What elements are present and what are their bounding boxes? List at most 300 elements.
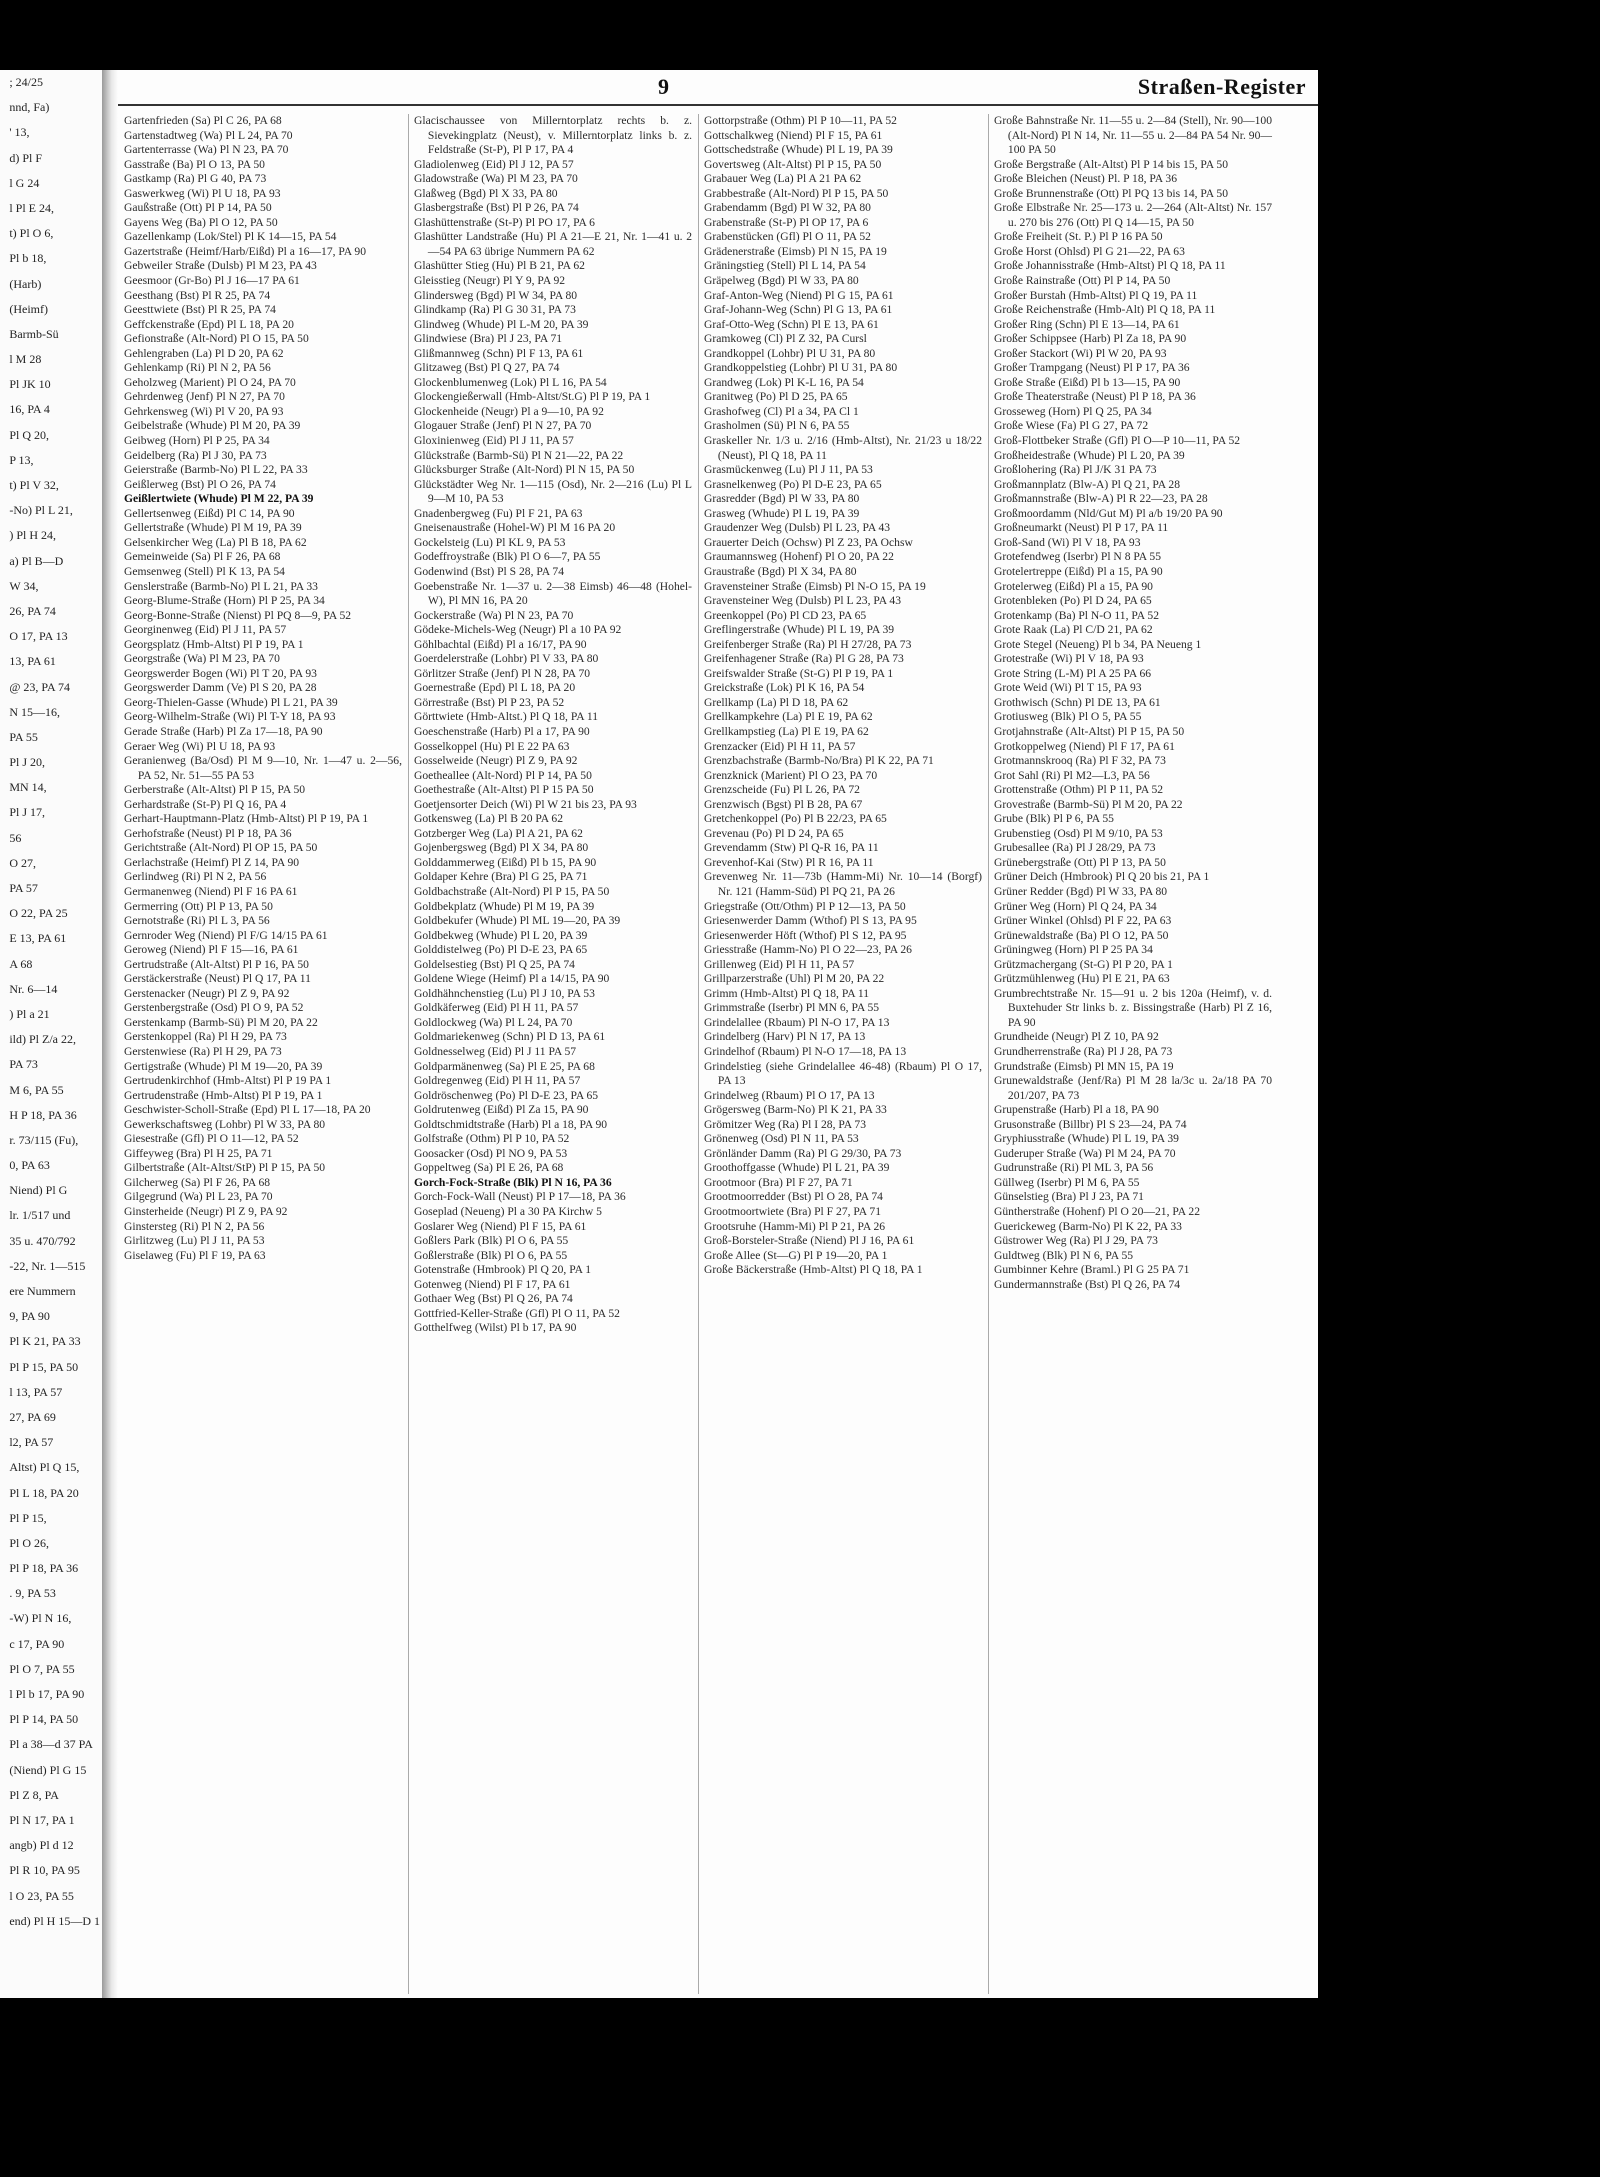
register-entry: Gerlindweg (Ri) Pl N 2, PA 56 xyxy=(124,870,267,884)
register-entry: Gotthelfweg (Wilst) Pl b 17, PA 90 xyxy=(414,1321,577,1335)
register-entry: Graf-Otto-Weg (Schn) Pl E 13, PA 61 xyxy=(704,317,879,331)
register-entry: Graf-Johann-Weg (Schn) Pl G 13, PA 61 xyxy=(704,303,893,317)
left-page-line: A 68 xyxy=(9,956,33,971)
register-entry: Grotefendweg (Iserbr) Pl N 8 PA 55 xyxy=(994,550,1162,564)
register-entry: Grellkampstieg (La) Pl E 19, PA 62 xyxy=(704,724,869,738)
register-entry: Geesttwiete (Bst) Pl R 25, PA 74 xyxy=(124,303,276,317)
register-entry: Grundstraße (Eimsb) Pl MN 15, PA 19 xyxy=(994,1059,1174,1073)
register-entry: Golfstraße (Othm) Pl P 10, PA 52 xyxy=(414,1132,570,1146)
register-entry: Gojenbergsweg (Bgd) Pl X 34, PA 80 xyxy=(414,841,589,855)
left-page-line: l Pl b 17, PA 90 xyxy=(9,1687,85,1701)
register-entry: Glockengießerwall (Hmb-Altst/St.G) Pl P 19, PA 1 xyxy=(414,390,651,404)
left-page-line: l 13, PA 57 xyxy=(9,1384,63,1399)
register-entry: Grotiusweg (Blk) Pl O 5, PA 55 xyxy=(994,710,1142,724)
register-entry: Glißmannweg (Schn) Pl F 13, PA 61 xyxy=(414,346,584,360)
column-divider xyxy=(988,114,989,1994)
register-entry: Großer Trampgang (Neust) Pl P 17, PA 36 xyxy=(994,361,1190,375)
register-entry: Großer Stackort (Wi) Pl W 20, PA 93 xyxy=(994,346,1167,360)
register-entry: Große Bergstraße (Alt-Altst) Pl P 14 bis 15, PA 50 xyxy=(994,157,1229,171)
register-entry: Gloxinienweg (Eid) Pl J 11, PA 57 xyxy=(414,434,574,448)
register-entry: Grotenkamp (Ba) Pl N-O 11, PA 52 xyxy=(994,608,1159,622)
register-entry: Georgswerder Bogen (Wi) Pl T 20, PA 93 xyxy=(124,666,317,680)
register-entry: Gerichtstraße (Alt-Nord) Pl OP 15, PA 50 xyxy=(124,841,318,855)
left-page-line: ) Pl a 21 xyxy=(9,1006,50,1021)
register-entry: Goldbekplatz (Whude) Pl M 19, PA 39 xyxy=(414,899,595,913)
header-rule xyxy=(118,104,1318,106)
register-entry: Gewerkschaftsweg (Lohbr) Pl W 33, PA 80 xyxy=(124,1117,326,1131)
register-entry: Granitweg (Po) Pl D 25, PA 65 xyxy=(704,390,848,404)
register-entry: Goldmariekenweg (Schn) Pl D 13, PA 61 xyxy=(414,1030,606,1044)
register-entry: Greflingerstraße (Whude) Pl L 19, PA 39 xyxy=(704,623,895,637)
register-entry: Gosselkoppel (Hu) Pl E 22 PA 63 xyxy=(414,739,570,753)
register-entry: Grünewaldstraße (Ba) Pl O 12, PA 50 xyxy=(994,928,1169,942)
register-entry: Glindwiese (Bra) Pl J 23, PA 71 xyxy=(414,332,563,346)
register-entry: Goldparmänenweg (Sa) Pl E 25, PA 68 xyxy=(414,1059,595,1073)
register-entry: Große Reichenstraße (Hmb-Alt) Pl Q 18, PA 11 xyxy=(994,303,1216,317)
register-entry: Grandkoppelstieg (Lohbr) Pl U 31, PA 80 xyxy=(704,361,898,375)
register-entry: Gottfried-Keller-Straße (Gfl) Pl O 11, PA 52 xyxy=(414,1306,620,1320)
register-entry: Geierstraße (Barmb-No) Pl L 22, PA 33 xyxy=(124,463,308,477)
register-entry: Große Horst (Ohlsd) Pl G 21—22, PA 63 xyxy=(994,244,1185,258)
left-page-line: 27, PA 69 xyxy=(9,1409,56,1424)
register-entry: Große Bleichen (Neust) Pl. P 18, PA 36 xyxy=(994,172,1178,186)
register-entry: Grootsruhe (Hamm-Mi) Pl P 21, PA 26 xyxy=(704,1219,886,1233)
register-entry: Geißlertwiete (Whude) Pl M 22, PA 39 xyxy=(124,492,314,506)
register-entry: Gerade Straße (Harb) Pl Za 17—18, PA 90 xyxy=(124,724,323,738)
left-page-line: PA 55 xyxy=(9,729,38,744)
register-entry: Gotenstraße (Hmbrook) Pl Q 20, PA 1 xyxy=(414,1263,592,1277)
register-entry: Grottenstraße (Othm) Pl P 11, PA 52 xyxy=(994,783,1164,797)
left-page-line: a) Pl B—D xyxy=(9,553,64,568)
register-entry: Georgswerder Damm (Ve) Pl S 20, PA 28 xyxy=(124,681,317,695)
register-entry: Glitzaweg (Bst) Pl Q 27, PA 74 xyxy=(414,361,560,375)
left-page-line: H P 18, PA 36 xyxy=(9,1107,77,1122)
left-page-line: ild) Pl Z/a 22, xyxy=(9,1032,76,1047)
register-entry: Govertsweg (Alt-Altst) Pl P 15, PA 50 xyxy=(704,157,882,171)
left-page-line: t) Pl O 6, xyxy=(9,226,54,241)
left-page-line: -W) Pl N 16, xyxy=(9,1611,72,1626)
register-entry: Große Brunnenstraße (Ott) Pl PQ 13 bis 14, PA 50 xyxy=(994,186,1229,200)
register-entry: Gleisstieg (Neugr) Pl Y 9, PA 92 xyxy=(414,274,566,288)
register-entry: Godenwind (Bst) Pl S 28, PA 74 xyxy=(414,564,564,578)
register-entry: Großer Schippsee (Harb) Pl Za 18, PA 90 xyxy=(994,332,1187,346)
left-page-line: 0, PA 63 xyxy=(9,1158,50,1173)
register-entry: Goslarer Weg (Niend) Pl F 15, PA 61 xyxy=(414,1219,587,1233)
register-entry: Gehrkensweg (Wi) Pl V 20, PA 93 xyxy=(124,404,284,418)
register-entry: Großheidestraße (Whude) Pl L 20, PA 39 xyxy=(994,448,1185,462)
register-entry: Gaußstraße (Ott) Pl P 14, PA 50 xyxy=(124,201,272,215)
left-page-line: 13, PA 61 xyxy=(9,654,56,669)
register-entry: Germanenweg (Niend) Pl F 16 PA 61 xyxy=(124,884,298,898)
register-entry: Gladiolenweg (Eid) Pl J 12, PA 57 xyxy=(414,157,574,171)
register-entry: Gödeke-Michels-Weg (Neugr) Pl a 10 PA 92 xyxy=(414,623,622,637)
register-entry: Große Bäckerstraße (Hmb-Altst) Pl Q 18, PA 1 xyxy=(704,1263,923,1277)
register-entry: Gramkoweg (Cl) Pl Z 32, PA Cursl xyxy=(704,332,867,346)
register-entry: Goppeltweg (Sa) Pl E 26, PA 68 xyxy=(414,1161,564,1175)
page-header-title: Straßen-Register xyxy=(1137,74,1306,99)
register-entry: Glashütter Landstraße (Hu) Pl A 21—E 21, Nr. 1—41 u. 2—54 PA 63 übrige Nummern PA 62 xyxy=(414,230,692,258)
left-page-line: 16, PA 4 xyxy=(9,402,50,417)
left-page-line: l G 24 xyxy=(9,175,40,190)
register-entry: Geesmoor (Gr-Bo) Pl J 16—17 PA 61 xyxy=(124,274,300,288)
left-page-line: -22, Nr. 1—515 xyxy=(9,1258,86,1273)
register-entry: Goeschenstraße (Harb) Pl a 17, PA 90 xyxy=(414,724,590,738)
register-entry: Gotkensweg (La) Pl B 20 PA 62 xyxy=(414,812,564,826)
left-page-line: O 22, PA 25 xyxy=(9,906,68,921)
register-entry: Graf-Anton-Weg (Niend) Pl G 15, PA 61 xyxy=(704,288,894,302)
register-entry: Geholzweg (Marient) Pl O 24, PA 70 xyxy=(124,375,296,389)
register-entry: Gartenterrasse (Wa) Pl N 23, PA 70 xyxy=(124,143,289,157)
left-page-line: l2, PA 57 xyxy=(9,1435,54,1450)
left-page-line: P 13, xyxy=(9,452,34,467)
register-entry: Grillenweg (Eid) Pl H 11, PA 57 xyxy=(704,957,855,971)
register-entry: Gottschedstraße (Whude) Pl L 19, PA 39 xyxy=(704,143,893,157)
register-entry: Gerlachstraße (Heimf) Pl Z 14, PA 90 xyxy=(124,855,300,869)
register-entry: Grönländer Damm (Ra) Pl G 29/30, PA 73 xyxy=(704,1146,902,1160)
register-entry: Grootmoortwiete (Bra) Pl F 27, PA 71 xyxy=(704,1205,882,1219)
register-entry: Goldene Wiege (Heimf) Pl a 14/15, PA 90 xyxy=(414,972,610,986)
register-entry: Großmannplatz (Blw-A) Pl Q 21, PA 28 xyxy=(994,477,1181,491)
register-entry: Gerstenacker (Neugr) Pl Z 9, PA 92 xyxy=(124,986,290,1000)
register-entry: Grote Raak (La) Pl C/D 21, PA 62 xyxy=(994,623,1153,637)
register-entry: Gräpelweg (Bgd) Pl W 33, PA 80 xyxy=(704,274,859,288)
left-page-text xyxy=(9,70,100,1934)
book-gutter xyxy=(102,70,118,1998)
register-entry: Grüner Deich (Hmbrook) Pl Q 20 bis 21, PA 1 xyxy=(994,870,1210,884)
register-entry: Grabenstücken (Gfl) Pl O 11, PA 52 xyxy=(704,230,871,244)
register-entry: Gryphiusstraße (Whude) Pl L 19, PA 39 xyxy=(994,1132,1179,1146)
register-entry: Grote Stegel (Neueng) Pl b 34, PA Neueng 1 xyxy=(994,637,1202,651)
left-page-line: O 27, xyxy=(9,855,36,870)
register-entry: Griesstraße (Hamm-No) Pl O 22—23, PA 26 xyxy=(704,943,912,957)
register-entry: Gneisenaustraße (Hohel-W) Pl M 16 PA 20 xyxy=(414,521,616,535)
register-entry: Grotestraße (Wi) Pl V 18, PA 93 xyxy=(994,652,1144,666)
left-page-line: Pl O 26, xyxy=(9,1535,50,1550)
register-entry: Gilgegrund (Wa) Pl L 23, PA 70 xyxy=(124,1190,273,1204)
register-entry: Glockenheide (Neugr) Pl a 9—10, PA 92 xyxy=(414,404,604,418)
register-column-4 xyxy=(994,114,1272,1292)
left-page-line: r. 73/115 (Fu), xyxy=(9,1132,79,1147)
register-entry: Girlitzweg (Lu) Pl J 11, PA 53 xyxy=(124,1234,265,1248)
left-page-line: Pl O 7, PA 55 xyxy=(9,1661,75,1676)
register-entry: Großmannstraße (Blw-A) Pl R 22—23, PA 28 xyxy=(994,492,1208,506)
register-entry: Ginsterheide (Neugr) Pl Z 9, PA 92 xyxy=(124,1205,288,1219)
register-entry: Große Allee (St—G) Pl P 19—20, PA 1 xyxy=(704,1248,888,1262)
register-entry: Große Wiese (Fa) Pl G 27, PA 72 xyxy=(994,419,1149,433)
register-entry: Grotelertreppe (Eißd) Pl a 15, PA 90 xyxy=(994,564,1163,578)
left-page-line: (Niend) Pl G 15 xyxy=(9,1762,87,1777)
left-page-line: Pl J 20, xyxy=(9,755,46,770)
register-entry: Gelsenkircher Weg (La) Pl B 18, PA 62 xyxy=(124,535,307,549)
register-entry: Goerdelerstraße (Lohbr) Pl V 33, PA 80 xyxy=(414,652,599,666)
register-entry: Gazellenkamp (Lok/Stel) Pl K 14—15, PA 54 xyxy=(124,230,337,244)
register-entry: Glogauer Straße (Jenf) Pl N 27, PA 70 xyxy=(414,419,592,433)
register-entry: Georgstraße (Wa) Pl M 23, PA 70 xyxy=(124,652,280,666)
column-divider xyxy=(698,114,699,1994)
register-entry: Greenkoppel (Po) Pl CD 23, PA 65 xyxy=(704,608,867,622)
register-entry: Grundherrenstraße (Ra) Pl J 28, PA 73 xyxy=(994,1045,1173,1058)
register-entry: Grotelerweg (Eißd) Pl a 15, PA 90 xyxy=(994,579,1153,593)
register-entry: Gräningstieg (Stell) Pl L 14, PA 54 xyxy=(704,259,866,273)
register-entry: Grenzbachstraße (Barmb-No/Bra) Pl K 22, PA 71 xyxy=(704,754,934,768)
left-page-line: Pl b 18, xyxy=(9,251,47,266)
left-page-line: ; 24/25 xyxy=(9,75,43,89)
left-page-line: Pl Z 8, PA xyxy=(9,1787,59,1802)
register-entry: Guldtweg (Blk) Pl N 6, PA 55 xyxy=(994,1248,1134,1262)
register-entry: Gasstraße (Ba) Pl O 13, PA 50 xyxy=(124,157,265,171)
left-page-line: Altst) Pl Q 15, xyxy=(9,1460,80,1475)
register-entry: Grenzscheide (Fu) Pl L 26, PA 72 xyxy=(704,783,860,797)
register-entry: Gertigstraße (Whude) Pl M 19—20, PA 39 xyxy=(124,1059,323,1073)
register-entry: Gellertsenweg (Eißd) Pl C 14, PA 90 xyxy=(124,506,295,520)
register-entry: Groothoffgasse (Whude) Pl L 21, PA 39 xyxy=(704,1161,890,1175)
register-entry: Gorch-Fock-Wall (Neust) Pl P 17—18, PA 36 xyxy=(414,1190,626,1204)
register-entry: Griesenwerder Höft (Wthof) Pl S 12, PA 95 xyxy=(704,928,907,942)
register-entry: Gemsenweg (Stell) Pl K 13, PA 54 xyxy=(124,564,285,578)
register-entry: Große Bahnstraße Nr. 11—55 u. 2—84 (Stell), Nr. 90—100 (Alt-Nord) Pl N 14, Nr. 11—55 u. 2—84 PA 54 Nr. 90—100 PA 50 xyxy=(994,114,1272,157)
register-entry: Georg-Wilhelm-Straße (Wi) Pl T-Y 18, PA 93 xyxy=(124,710,336,724)
register-entry: Groß-Borsteler-Straße (Niend) Pl J 16, PA 61 xyxy=(704,1234,915,1248)
register-entry: Grotenbleken (Po) Pl D 24, PA 65 xyxy=(994,594,1152,608)
register-entry: Goldbachstraße (Alt-Nord) Pl P 15, PA 50 xyxy=(414,884,610,898)
register-entry: Großmoordamm (Nld/Gut M) Pl a/b 19/20 PA 90 xyxy=(994,506,1223,520)
register-entry: Griesenwerder Damm (Wthof) Pl S 13, PA 95 xyxy=(704,914,917,928)
register-entry: Goldelsestieg (Bst) Pl Q 25, PA 74 xyxy=(414,957,575,971)
register-entry: Gerstenwiese (Ra) Pl H 29, PA 73 xyxy=(124,1045,282,1058)
register-entry: Goebenstraße Nr. 1—37 u. 2—38 Eimsb) 46—48 (Hohel-W), Pl MN 16, PA 20 xyxy=(414,579,692,608)
register-entry: Gilbertstraße (Alt-Altst/StP) Pl P 15, PA 50 xyxy=(124,1161,326,1175)
register-entry: Golddistelweg (Po) Pl D-E 23, PA 65 xyxy=(414,943,588,957)
register-entry: Gudrunstraße (Ri) Pl ML 3, PA 56 xyxy=(994,1161,1154,1175)
register-entry: Georg-Bonne-Straße (Nienst) Pl PQ 8—9, PA 52 xyxy=(124,608,352,622)
left-page-line: angb) Pl d 12 xyxy=(9,1838,74,1853)
register-entry: Grubesallee (Ra) Pl J 28/29, PA 73 xyxy=(994,841,1156,855)
register-entry: Goßlers Park (Blk) Pl O 6, PA 55 xyxy=(414,1234,569,1248)
register-entry: Grusonstraße (Billbr) Pl S 23—24, PA 74 xyxy=(994,1117,1187,1131)
register-entry: Grömitzer Weg (Ra) Pl I 28, PA 73 xyxy=(704,1117,867,1131)
register-entry: Grandkoppel (Lohbr) Pl U 31, PA 80 xyxy=(704,346,876,360)
register-entry: Grindelberg (Harv) Pl N 17, PA 13 xyxy=(704,1030,866,1044)
register-entry: Grevenhof-Kai (Stw) Pl R 16, PA 11 xyxy=(704,855,874,869)
register-entry: Graskeller Nr. 1/3 u. 2/16 (Hmb-Altst), Nr. 21/23 u 18/22 (Neust), Pl Q 18, PA 11 xyxy=(704,434,982,462)
register-entry: Goldbekweg (Whude) Pl L 20, PA 39 xyxy=(414,928,588,942)
register-entry: Germerring (Ott) Pl P 13, PA 50 xyxy=(124,899,273,913)
register-entry: Griegstraße (Ott/Othm) Pl P 12—13, PA 50 xyxy=(704,899,906,913)
register-entry: Gottorpstraße (Othm) Pl P 10—11, PA 52 xyxy=(704,114,897,127)
register-entry: Grevendamm (Stw) Pl Q-R 16, PA 11 xyxy=(704,841,879,855)
register-entry: Grützmachergang (St-G) Pl P 20, PA 1 xyxy=(994,957,1173,971)
register-entry: Görttwiete (Hmb-Altst.) Pl Q 18, PA 11 xyxy=(414,710,598,724)
left-page-line: l M 28 xyxy=(9,352,42,367)
register-entry: Giesestraße (Gfl) Pl O 11—12, PA 52 xyxy=(124,1132,299,1146)
register-entry: Gotzberger Weg (La) Pl A 21, PA 62 xyxy=(414,826,583,840)
register-entry: Glindersweg (Bgd) Pl W 34, PA 80 xyxy=(414,288,578,302)
page-number: 9 xyxy=(658,74,669,99)
register-entry: Gorch-Fock-Straße (Blk) Pl N 16, PA 36 xyxy=(414,1175,612,1189)
register-entry: Geroweg (Niend) Pl F 15—16, PA 61 xyxy=(124,943,299,957)
register-entry: Grupenstraße (Harb) Pl a 18, PA 90 xyxy=(994,1103,1159,1117)
left-page-line: E 13, PA 61 xyxy=(9,931,67,946)
register-entry: Güstrower Weg (Ra) Pl J 29, PA 73 xyxy=(994,1234,1158,1248)
register-entry: Grüner Weg (Horn) Pl Q 24, PA 34 xyxy=(994,899,1157,913)
left-page-line: M 6, PA 55 xyxy=(9,1082,64,1097)
register-entry: Gernroder Weg (Niend) Pl F/G 14/15 PA 61 xyxy=(124,928,328,942)
left-page-line: l O 23, PA 55 xyxy=(9,1888,74,1903)
register-entry: Grevenau (Po) Pl D 24, PA 65 xyxy=(704,826,844,840)
register-entry: Gehlenkamp (Ri) Pl N 2, PA 56 xyxy=(124,361,271,375)
register-entry: Grabenstraße (St-P) Pl OP 17, PA 6 xyxy=(704,215,869,229)
register-entry: Golddammerweg (Eißd) Pl b 15, PA 90 xyxy=(414,855,597,869)
register-entry: Gartenfrieden (Sa) Pl C 26, PA 68 xyxy=(124,114,282,127)
register-entry: Grellkamp (La) Pl D 18, PA 62 xyxy=(704,695,849,709)
register-entry: Grasredder (Bgd) Pl W 33, PA 80 xyxy=(704,492,860,506)
register-entry: Grabendamm (Bgd) Pl W 32, PA 80 xyxy=(704,201,871,215)
register-entry: Guderuper Straße (Wa) Pl M 24, PA 70 xyxy=(994,1146,1176,1160)
left-page-line: end) Pl H 15—D 1 xyxy=(9,1913,100,1928)
register-column-1 xyxy=(124,114,402,1263)
register-entry: Grögersweg (Barm-No) Pl K 21, PA 33 xyxy=(704,1103,887,1117)
register-entry: Gumbinner Kehre (Braml.) Pl G 25 PA 71 xyxy=(994,1263,1190,1277)
left-page-line: N 15—16, xyxy=(9,704,60,719)
register-entry: Gebweiler Straße (Dulsb) Pl M 23, PA 43 xyxy=(124,259,317,273)
register-entry: Grashofweg (Cl) Pl a 34, PA Cl 1 xyxy=(704,404,859,418)
register-entry: Gertrudenstraße (Hmb-Altst) Pl P 19, PA 1 xyxy=(124,1088,323,1102)
register-entry: Grüner Redder (Bgd) Pl W 33, PA 80 xyxy=(994,884,1168,898)
register-entry: Grenzwisch (Bgst) Pl B 28, PA 67 xyxy=(704,797,863,811)
left-page-line: 26, PA 74 xyxy=(9,603,56,618)
left-page-line: -No) Pl L 21, xyxy=(9,503,73,518)
register-entry: Georg-Thielen-Gasse (Whude) Pl L 21, PA 39 xyxy=(124,695,338,709)
register-entry: Grenzknick (Marient) Pl O 23, PA 70 xyxy=(704,768,878,782)
register-entry: Gerstenkamp (Barmb-Sü) Pl M 20, PA 22 xyxy=(124,1015,318,1029)
register-entry: Groß-Flottbeker Straße (Gfl) Pl O—P 10—11, PA 52 xyxy=(994,434,1241,448)
register-entry: Geibelstraße (Whude) Pl M 20, PA 39 xyxy=(124,419,301,433)
left-page-line: Pl P 15, PA 50 xyxy=(9,1359,79,1374)
register-entry: Goernestraße (Epd) Pl L 18, PA 20 xyxy=(414,681,576,695)
register-entry: Greickstraße (Lok) Pl K 16, PA 54 xyxy=(704,681,865,695)
register-entry: Georgsplatz (Hmb-Altst) Pl P 19, PA 1 xyxy=(124,637,304,651)
register-entry: Gerberstraße (Alt-Altst) Pl P 15, PA 50 xyxy=(124,783,306,797)
register-entry: Grützmühlenweg (Hu) Pl E 21, PA 63 xyxy=(994,972,1170,986)
register-entry: Georg-Blume-Straße (Horn) Pl P 25, PA 34 xyxy=(124,594,325,608)
register-entry: Goldkäferweg (Eid) Pl H 11, PA 57 xyxy=(414,1001,579,1015)
register-entry: Grotmannskrooq (Ra) Pl F 32, PA 73 xyxy=(994,754,1166,768)
register-entry: Goetjensorter Deich (Wi) Pl W 21 bis 23, PA 93 xyxy=(414,797,637,811)
register-entry: Goldbekufer (Whude) Pl ML 19—20, PA 39 xyxy=(414,914,621,928)
register-entry: Graudenzer Weg (Dulsb) Pl L 23, PA 43 xyxy=(704,521,891,535)
register-entry: Geraer Weg (Wi) Pl U 18, PA 93 xyxy=(124,739,276,753)
register-entry: Görrestraße (Bst) Pl P 23, PA 52 xyxy=(414,695,565,709)
register-entry: Goßlerstraße (Blk) Pl O 6, PA 55 xyxy=(414,1248,568,1262)
register-entry: Grabauer Weg (La) Pl A 21 PA 62 xyxy=(704,172,862,186)
register-entry: Geffckenstraße (Epd) Pl L 18, PA 20 xyxy=(124,317,294,331)
register-entry: Gerstenbergstraße (Osd) Pl O 9, PA 52 xyxy=(124,1001,304,1015)
register-entry: Glacischaussee von Millerntorplatz rechts b. z. Sievekingplatz (Neust), v. Millerntorplatz links b. z. Feldstraße (St-P), Pl P 17, PA 4 xyxy=(414,114,692,157)
register-entry: Grädenerstraße (Eimsb) Pl N 15, PA 19 xyxy=(704,244,887,258)
register-entry: Goldhähnchenstieg (Lu) Pl J 10, PA 53 xyxy=(414,986,595,1000)
left-page-line: O 17, PA 13 xyxy=(9,629,68,644)
register-entry: Gerhardstraße (St-P) Pl Q 16, PA 4 xyxy=(124,797,287,811)
register-entry: Güntherstraße (Hohenf) Pl O 20—21, PA 22 xyxy=(994,1205,1200,1219)
register-entry: Glücksburger Straße (Alt-Nord) Pl N 15, PA 50 xyxy=(414,463,635,477)
register-entry: Gefionstraße (Alt-Nord) Pl O 15, PA 50 xyxy=(124,332,309,346)
register-entry: Gerhart-Hauptmann-Platz (Hmb-Altst) Pl P 19, PA 1 xyxy=(124,812,369,826)
left-page-line: PA 73 xyxy=(9,1057,38,1072)
register-entry: Graumannsweg (Hohenf) Pl O 20, PA 22 xyxy=(704,550,894,564)
register-entry: Göhlbachtal (Eißd) Pl a 16/17, PA 90 xyxy=(414,637,587,651)
left-page-line: @ 23, PA 74 xyxy=(9,679,70,694)
left-page-line: MN 14, xyxy=(9,780,47,795)
register-entry: Große Rainstraße (Ott) Pl P 14, PA 50 xyxy=(994,274,1171,288)
register-entry: Goethestraße (Alt-Altst) Pl P 15 PA 50 xyxy=(414,783,594,797)
register-entry: Gockelsteig (Lu) Pl KL 9, PA 53 xyxy=(414,535,566,549)
register-entry: Gravensteiner Straße (Eimsb) Pl N-O 15, PA 19 xyxy=(704,579,926,593)
register-page xyxy=(118,70,1318,1998)
register-entry: Gertrudenkirchhof (Hmb-Altst) Pl P 19 PA 1 xyxy=(124,1074,332,1088)
left-page-line: (Heimf) xyxy=(9,301,48,316)
register-entry: Große Straße (Eißd) Pl b 13—15, PA 90 xyxy=(994,375,1181,389)
register-entry: Geranienweg (Ba/Osd) Pl M 9—10, Nr. 1—47 u. 2—56, PA 52, Nr. 51—55 PA 53 xyxy=(124,754,402,782)
left-page-line: Nr. 6—14 xyxy=(9,981,58,996)
column-divider xyxy=(408,114,409,1994)
left-page-line: W 34, xyxy=(9,578,39,593)
register-entry: Gerstäckerstraße (Neust) Pl Q 17, PA 11 xyxy=(124,972,311,986)
register-entry: Grindelweg (Rbaum) Pl O 17, PA 13 xyxy=(704,1088,875,1102)
left-page-line: nnd, Fa) xyxy=(9,100,50,115)
left-page-line: t) Pl V 32, xyxy=(9,478,59,492)
left-page-line: ere Nummern xyxy=(9,1284,76,1298)
register-entry: Grabbestraße (Alt-Nord) Pl P 15, PA 50 xyxy=(704,186,889,200)
left-page-line: lr. 1/517 und xyxy=(9,1208,71,1223)
register-entry: Glückstraße (Barmb-Sü) Pl N 21—22, PA 22 xyxy=(414,448,624,462)
register-entry: Goldaper Kehre (Bra) Pl G 25, PA 71 xyxy=(414,870,588,884)
register-entry: Gartenstadtweg (Wa) Pl L 24, PA 70 xyxy=(124,128,293,142)
left-page-line: 56 xyxy=(9,830,22,845)
register-entry: Grunewaldstraße (Jenf/Ra) Pl M 28 la/3c u. 2a/18 PA 70 201/207, PA 73 xyxy=(994,1074,1272,1102)
register-entry: Glückstädter Weg Nr. 1—115 (Osd), Nr. 2—216 (Lu) Pl L 9—M 10, PA 53 xyxy=(414,477,692,506)
left-page-line: Pl R 10, PA 95 xyxy=(9,1863,80,1878)
register-entry: Goseplad (Neueng) Pl a 30 PA Kirchw 5 xyxy=(414,1205,602,1219)
register-entry: Gerstenkoppel (Ra) Pl H 29, PA 73 xyxy=(124,1030,287,1044)
register-entry: Gemeinweide (Sa) Pl F 26, PA 68 xyxy=(124,550,281,564)
register-entry: Gockerstraße (Wa) Pl N 23, PA 70 xyxy=(414,608,574,622)
register-entry: Grote Weid (Wi) Pl T 15, PA 93 xyxy=(994,681,1142,695)
register-entry: Giselaweg (Fu) Pl F 19, PA 63 xyxy=(124,1248,266,1262)
register-entry: Großer Burstah (Hmb-Altst) Pl Q 19, PA 11 xyxy=(994,288,1198,302)
left-page-line: Pl J 17, xyxy=(9,805,46,820)
register-entry: Grimmstraße (Iserbr) Pl MN 6, PA 55 xyxy=(704,1001,880,1015)
register-entry: Geißlerweg (Bst) Pl O 26, PA 74 xyxy=(124,477,276,491)
register-entry: Geidelberg (Ra) Pl J 30, PA 73 xyxy=(124,448,267,462)
register-entry: Glashüttenstraße (St-P) Pl PO 17, PA 6 xyxy=(414,215,595,229)
register-entry: Gretchenkoppel (Po) Pl B 22/23, PA 65 xyxy=(704,812,887,826)
register-entry: Grenzacker (Eid) Pl H 11, PA 57 xyxy=(704,739,856,753)
left-page-line: 9, PA 90 xyxy=(9,1309,50,1324)
register-entry: Groß-Sand (Wi) Pl V 18, PA 93 xyxy=(994,535,1141,549)
register-entry: Gehrdenweg (Jenf) Pl N 27, PA 70 xyxy=(124,390,285,404)
left-page-line: ) Pl H 24, xyxy=(9,528,56,543)
register-entry: Güllweg (Iserbr) Pl M 6, PA 55 xyxy=(994,1175,1140,1189)
register-entry: Godeffroystraße (Blk) Pl O 6—7, PA 55 xyxy=(414,550,601,564)
register-entry: Georginenweg (Eid) Pl J 11, PA 57 xyxy=(124,623,287,637)
register-entry: Grosseweg (Horn) Pl Q 25, PA 34 xyxy=(994,404,1152,418)
register-entry: Grasholmen (Sü) Pl N 6, PA 55 xyxy=(704,419,850,433)
left-page-line: (Harb) xyxy=(9,276,42,291)
register-entry: Goetheallee (Alt-Nord) Pl P 14, PA 50 xyxy=(414,768,592,782)
register-entry: Gottschalkweg (Niend) Pl F 15, PA 61 xyxy=(704,128,883,142)
register-entry: Grasweg (Whude) Pl L 19, PA 39 xyxy=(704,506,860,520)
register-entry: Großlohering (Ra) Pl J/K 31 PA 73 xyxy=(994,463,1157,477)
